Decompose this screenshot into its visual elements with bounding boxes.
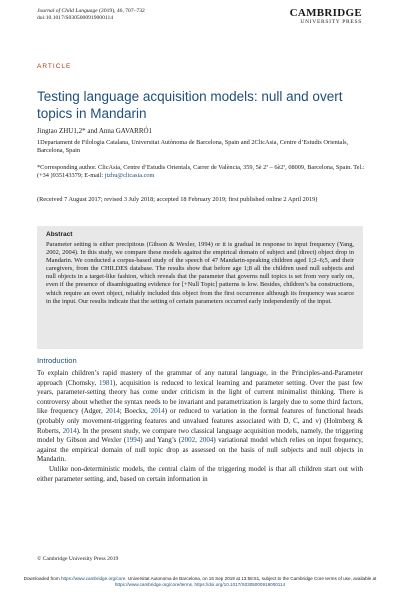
footer-text: . [191,582,195,587]
publisher-name: CAMBRIDGE [289,7,362,19]
copyright-notice: © Cambridge University Press 2019 [37,556,119,562]
publisher-logo [290,7,362,26]
intro-text: , [195,436,200,445]
intro-text: To explain children’s rapid mastery of the grammar of any natural language, in the Principles-and-Parameter approach (Chomsky, [37,369,363,387]
abstract-text: Parameter setting is either precipitous (Gibson & Wexler, 1994) or it is gradual in response to input frequency (Yang, 2002, 2004). In this study, we compare these models against the empirical domain of subject and (direct) object drop in Mandarin. We conducted a corpus-based study of the speech of 47 Mandarin-speaking children aged 1;2–6;5, and their caregivers, from the CHILDES database. The results show that before age 1;8 all the children used null subjects and null objects in a target-like fashion, which reveals that the parameter that governs null topics is set from very early on, even if the presence of disambiguating evidence for [+Null Topic] patterns is low. Besides, children’s ba constructions, which require an overt object, reliably included this object from the first occurrence although its frequency was scarce in the input. Our results indicate that the setting of certain parameters occurred early independently of the input. [46,241,354,305]
citation-link[interactable]: 1981 [99,378,114,387]
intro-text: ) or reduced to variation in the formal features of functional heads (probably only movement-triggering features and unvalued features associated with D, C, and v) (Holmberg & Roberts, [37,407,364,435]
intro-text: ), acquisition is reduced to lexical learning and parameter setting. Over the past few years, parameter-setting theory has come under criticism in the light of current minimalist thinking. There is controversy about whether the syntax needs to be invariant and parametrization is largely due to some third factors, like frequency (Adger, [37,378,363,416]
citation-link[interactable]: 2004 [199,436,214,445]
received-dates: (Received 7 August 2017; revised 3 July 2018; accepted 18 February 2019; first published online 2 April 2019) [37,196,318,203]
introduction-body [37,369,363,484]
citation-link[interactable]: 1994 [126,436,141,445]
journal-doi: doi:10.1017/S0305000919000114 [37,15,114,21]
abstract-heading: Abstract [46,231,73,238]
journal-header [37,8,145,22]
journal-info: (2019), 46, 707–732 [97,8,145,14]
intro-text: ) variational model which relies on input frequency, against the empirical domain of null topic drop as assessed on the basis of null subjects and null objects in Mandarin. [37,436,363,464]
citation-link[interactable]: 2014 [62,426,77,435]
author-list: Jingtao ZHU1,2* and Anna GAVARRÓ1 [37,127,153,135]
publisher-subname: UNIVERSITY PRESS [300,19,362,25]
footer-link-core[interactable]: https://www.cambridge.org/core [60,576,126,581]
introduction-heading: Introduction [37,356,77,365]
citation-link[interactable]: 2014 [150,407,165,416]
footer-text: . Universitat Autonoma de Barcelona, on 16 Sep 2019 at 13:58:51, subject to the Cambridge Core terms of use, available at [125,576,377,581]
citation-link[interactable]: 2002 [181,436,196,445]
journal-name: Journal of Child Language [37,8,98,14]
footer-text: Downloaded from [23,576,61,581]
abstract-box [37,226,363,349]
intro-paragraph-1 [37,369,363,465]
affiliation-1: 1Departament de Filologia Catalana, Universitat Autònoma de Barcelona, Spain and 2ClicAsia, Centre d’Estudis Orientals, Barcelona, Spain [37,139,349,155]
citation-link[interactable]: 2014 [105,407,120,416]
author-email-link[interactable]: jtzhu@clicasia.com [104,172,155,180]
article-type-label: ARTICLE [37,63,72,70]
intro-paragraph-2: Unlike non-deterministic models, the central claim of the triggering model is that all children start out with either parameter setting, and, based on certain information in [37,464,363,483]
footer-link-terms[interactable]: https://www.cambridge.org/core/terms [114,582,192,587]
affiliation-corresponding [37,164,367,181]
article-title: Testing language acquisition models: null and overt topics in Mandarin [37,89,343,121]
footer-link-doi[interactable]: https://doi.org/10.1017/S0305000919000114 [194,582,286,587]
intro-text: ; Boeckx, [119,407,151,416]
corresponding-text: *Corresponding author. ClicAsia, Centre d’Estudis Orientals, Carrer de València, 359, 5è 2ª – 6è2ª, 08009, Barcelona, Spain. Tel.: (+34 )935143379; E-mail: [37,164,365,180]
download-footer [10,576,390,588]
intro-text: ) and Yang’s ( [140,436,182,445]
intro-text: ). In the present study, we compare two classical language acquisition models, namely, the triggering model by Gibson and Wexler ( [37,426,364,445]
